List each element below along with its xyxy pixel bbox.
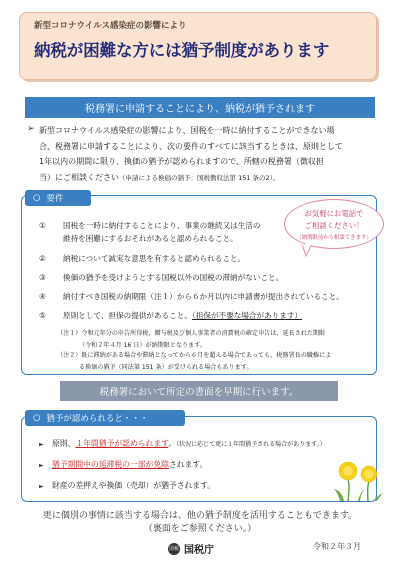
nta-emblem-icon: 国税 — [168, 543, 180, 555]
circle-bullet-icon: ○ — [33, 413, 41, 423]
triangle-bullet-icon: ► — [39, 441, 44, 448]
agency-logo — [168, 541, 214, 556]
requirement-item — [39, 252, 314, 265]
agency-name: 国税庁 — [184, 545, 214, 556]
note-line: （注２）既に滞納がある場合や滞納となってから６月を超える場合であっても、税務署長の職権によ — [57, 352, 332, 359]
triangle-bullet-icon: ► — [39, 483, 44, 490]
headline-bar: 税務署に申請することにより、納税が猶予されます — [25, 97, 375, 118]
requirement-note — [57, 350, 371, 374]
note-line: る換価の猶予（同法第 151 条）が受けられる場合もあります。 — [79, 364, 253, 371]
collateral-exception-note: （担保が不要な場合があります） — [191, 311, 303, 320]
grant-item-text: 原則、 — [52, 439, 76, 448]
circle-bullet-icon: ○ — [33, 193, 41, 203]
intro-legal-reference: （申請による換価の猶予：国税徴収法第 151 条の2）。 — [119, 173, 280, 182]
grant-heading — [25, 410, 185, 426]
requirement-item — [39, 290, 369, 303]
issue-date: 令和２年３月 — [313, 542, 361, 551]
closing-text: （裏面をご参照ください。） — [143, 524, 257, 534]
intro-line: 新型コロナウイルス感染症の影響により、国税を一時に納付することができない場 — [39, 126, 335, 135]
requirement-number: ④ — [39, 292, 46, 301]
bubble-line: （納期限前から相談できます） — [296, 235, 372, 241]
requirements-heading-label: 要件 — [46, 194, 64, 204]
notice-bar: 税務署において所定の書面を早期に行います。 — [60, 381, 338, 401]
triangle-bullet-icon: ► — [39, 462, 44, 469]
grant-item — [39, 438, 326, 449]
requirement-number: ① — [39, 221, 46, 230]
intro-line-text: 当）にご相談ください — [39, 172, 119, 182]
requirement-text: 納税について誠実な意思を有すると認められること。 — [63, 254, 246, 263]
bubble-line: お気軽にお電話で — [304, 209, 364, 218]
note-line: （注１）令和元年分の申告所得税、贈与税及び個人事業者の消費税の確定申告は、延長された期限 — [57, 330, 326, 337]
header-subtitle: 新型コロナウイルス感染症の影響により — [34, 21, 187, 31]
grant-item-note: （状況に応じて更に１年間猶予される場合があります。） — [176, 441, 326, 448]
requirement-item — [39, 219, 314, 245]
intro-line — [39, 170, 379, 187]
requirement-note — [57, 328, 371, 352]
requirement-number: ③ — [39, 273, 46, 282]
pointer-arrow-icon: ➢ — [27, 124, 35, 134]
bubble-line: ご相談ください！ — [304, 221, 364, 230]
requirement-number: ⑤ — [39, 311, 46, 320]
grant-item — [39, 480, 215, 491]
requirements-heading — [25, 190, 91, 206]
intro-paragraph — [39, 123, 379, 186]
intro-line: 1年以内の期間に限り、換価の猶予が認められますので、所轄の税務署（徴収担 — [39, 157, 324, 166]
requirement-number: ② — [39, 254, 46, 263]
grant-emphasis: 猶予期間中の延滞税の一部が免除 — [52, 460, 169, 469]
requirement-item — [39, 271, 369, 284]
dandelion-illustration — [330, 455, 386, 501]
grant-heading-label: 猶予が認められると・・・ — [46, 414, 149, 424]
bubble-tail-icon — [300, 244, 314, 258]
requirement-text: 国税を一時に納付することにより、事業の継続又は生活の — [63, 221, 261, 230]
grant-item — [39, 459, 207, 470]
grant-item-text: されます。 — [168, 460, 208, 469]
note-line: （令和２年４月 16 日）が納期限となります。 — [79, 342, 206, 349]
requirement-text: 換価の猶予を受けようとする国税以外の国税の滞納がないこと。 — [63, 273, 284, 282]
intro-line: 合、税務署に申請することにより、次の要件のすべてに該当するときは、原則として — [39, 141, 343, 151]
requirement-text: 維持を困難にするおそれがあると認められること。 — [63, 234, 238, 243]
grant-emphasis: １年間猶予が認められます — [75, 439, 169, 448]
grant-item-text: 。 — [168, 439, 177, 448]
grant-item-text: 財産の差押えや換価（売却）が猶予されます。 — [52, 481, 216, 490]
page-title: 納税が困難な方には猶予制度があります — [34, 41, 330, 60]
requirement-text — [39, 309, 369, 322]
requirement-text-main: 原則として、担保の提供があること。 — [63, 311, 192, 320]
closing-text: 更に個別の事情に該当する場合は、他の猶予制度を活用することもできます。 — [42, 511, 358, 521]
requirement-text: 納付すべき国税の納期限（注１）から６か月以内に申請書が提出されていること。 — [63, 292, 344, 301]
requirement-item — [39, 309, 369, 322]
